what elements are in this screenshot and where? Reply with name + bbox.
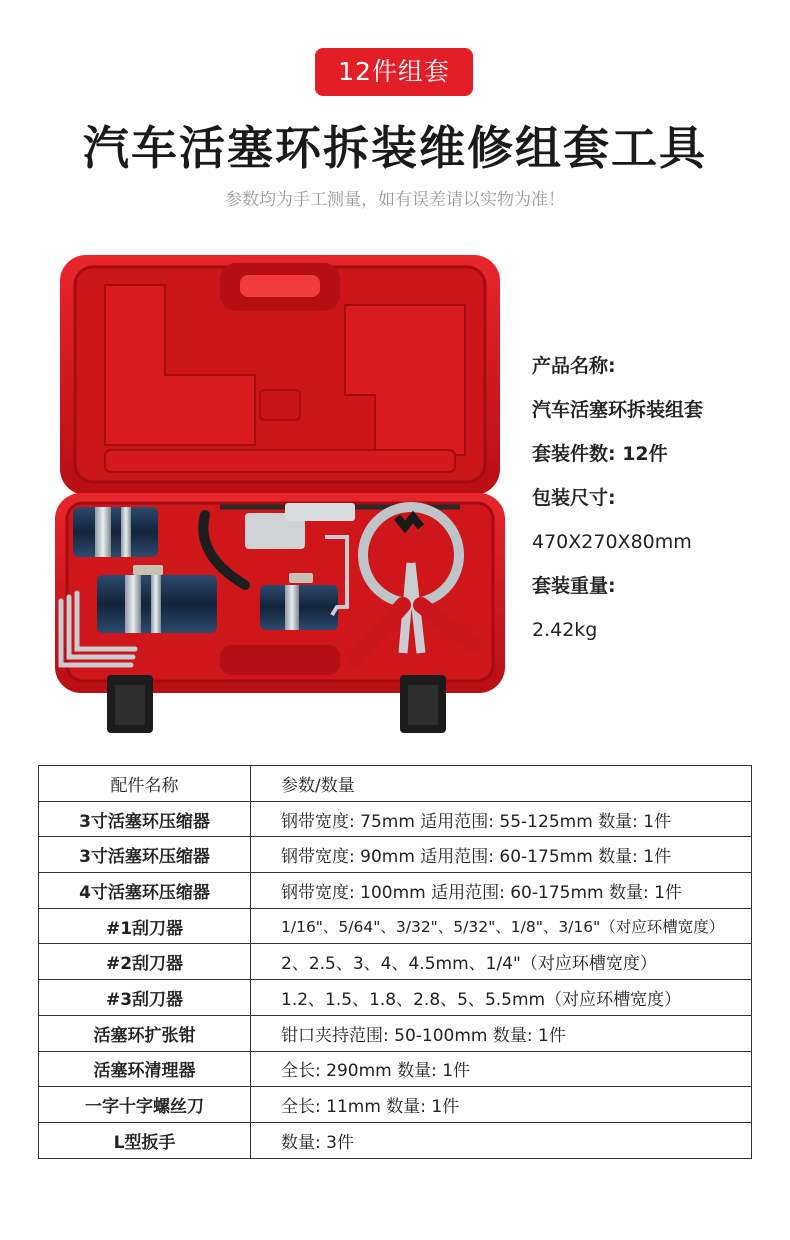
table-cell-params: 2、2.5、3、4、4.5mm、1/4"（对应环槽宽度） xyxy=(251,944,752,980)
spec-name-label: 产品名称: xyxy=(532,355,616,377)
table-cell-params: 1.2、1.5、1.8、2.8、5、5.5mm（对应环槽宽度） xyxy=(251,980,752,1016)
table-cell-params: 钳口夹持范围: 50-100mm 数量: 1件 xyxy=(251,1015,752,1051)
table-row xyxy=(39,1087,752,1123)
spec-pieces: 套装件数: 12件 xyxy=(532,443,668,465)
table-cell-part: 活塞环清理器 xyxy=(39,1051,251,1087)
table-cell-params: 钢带宽度: 100mm 适用范围: 60-175mm 数量: 1件 xyxy=(251,873,752,909)
table-header-part-name: 配件名称 xyxy=(39,766,251,802)
measurement-disclaimer: 参数均为手工测量，如有误差请以实物为准！ xyxy=(225,190,565,210)
product-spec-list xyxy=(532,344,782,652)
table-row xyxy=(39,1122,752,1158)
spec-weight-label: 套装重量: xyxy=(532,575,616,597)
table-cell-part: L型扳手 xyxy=(39,1122,251,1158)
table-row xyxy=(39,873,752,909)
ring-compressor-large xyxy=(97,565,217,633)
table-cell-params: 数量: 3件 xyxy=(251,1122,752,1158)
case-lid xyxy=(60,255,500,495)
table-header-row xyxy=(39,766,752,802)
table-row xyxy=(39,1051,752,1087)
table-header-params: 参数/数量 xyxy=(251,766,752,802)
table-cell-part: 活塞环扩张钳 xyxy=(39,1015,251,1051)
table-row xyxy=(39,944,752,980)
spec-name-value: 汽车活塞环拆装组套 xyxy=(532,399,704,421)
table-row xyxy=(39,1015,752,1051)
table-cell-part: #1刮刀器 xyxy=(39,908,251,944)
product-photo-tool-case xyxy=(45,245,525,740)
table-cell-params: 1/16"、5/64"、3/32"、5/32"、1/8"、3/16"（对应环槽宽度） xyxy=(251,908,752,944)
table-cell-params: 钢带宽度: 90mm 适用范围: 60-175mm 数量: 1件 xyxy=(251,837,752,873)
table-cell-part: 3寸活塞环压缩器 xyxy=(39,801,251,837)
kit-count-badge: 12件组套 xyxy=(315,48,473,96)
ring-compressor-small xyxy=(73,507,158,557)
table-row xyxy=(39,837,752,873)
accessory-parameter-table xyxy=(38,765,752,1159)
table-cell-params: 钢带宽度: 75mm 适用范围: 55-125mm 数量: 1件 xyxy=(251,801,752,837)
page-title: 汽车活塞环拆装维修组套工具 xyxy=(83,121,707,175)
spec-weight-value: 2.42kg xyxy=(532,619,598,641)
spec-size-value: 470X270X80mm xyxy=(532,531,692,553)
table-cell-part: 3寸活塞环压缩器 xyxy=(39,837,251,873)
table-cell-part: 一字十字螺丝刀 xyxy=(39,1087,251,1123)
spec-size-label: 包装尺寸: xyxy=(532,487,616,509)
table-row xyxy=(39,801,752,837)
table-cell-params: 全长: 290mm 数量: 1件 xyxy=(251,1051,752,1087)
table-cell-part: 4寸活塞环压缩器 xyxy=(39,873,251,909)
table-cell-part: #2刮刀器 xyxy=(39,944,251,980)
table-row xyxy=(39,908,752,944)
table-row xyxy=(39,980,752,1016)
table-cell-params: 全长: 11mm 数量: 1件 xyxy=(251,1087,752,1123)
table-cell-part: #3刮刀器 xyxy=(39,980,251,1016)
